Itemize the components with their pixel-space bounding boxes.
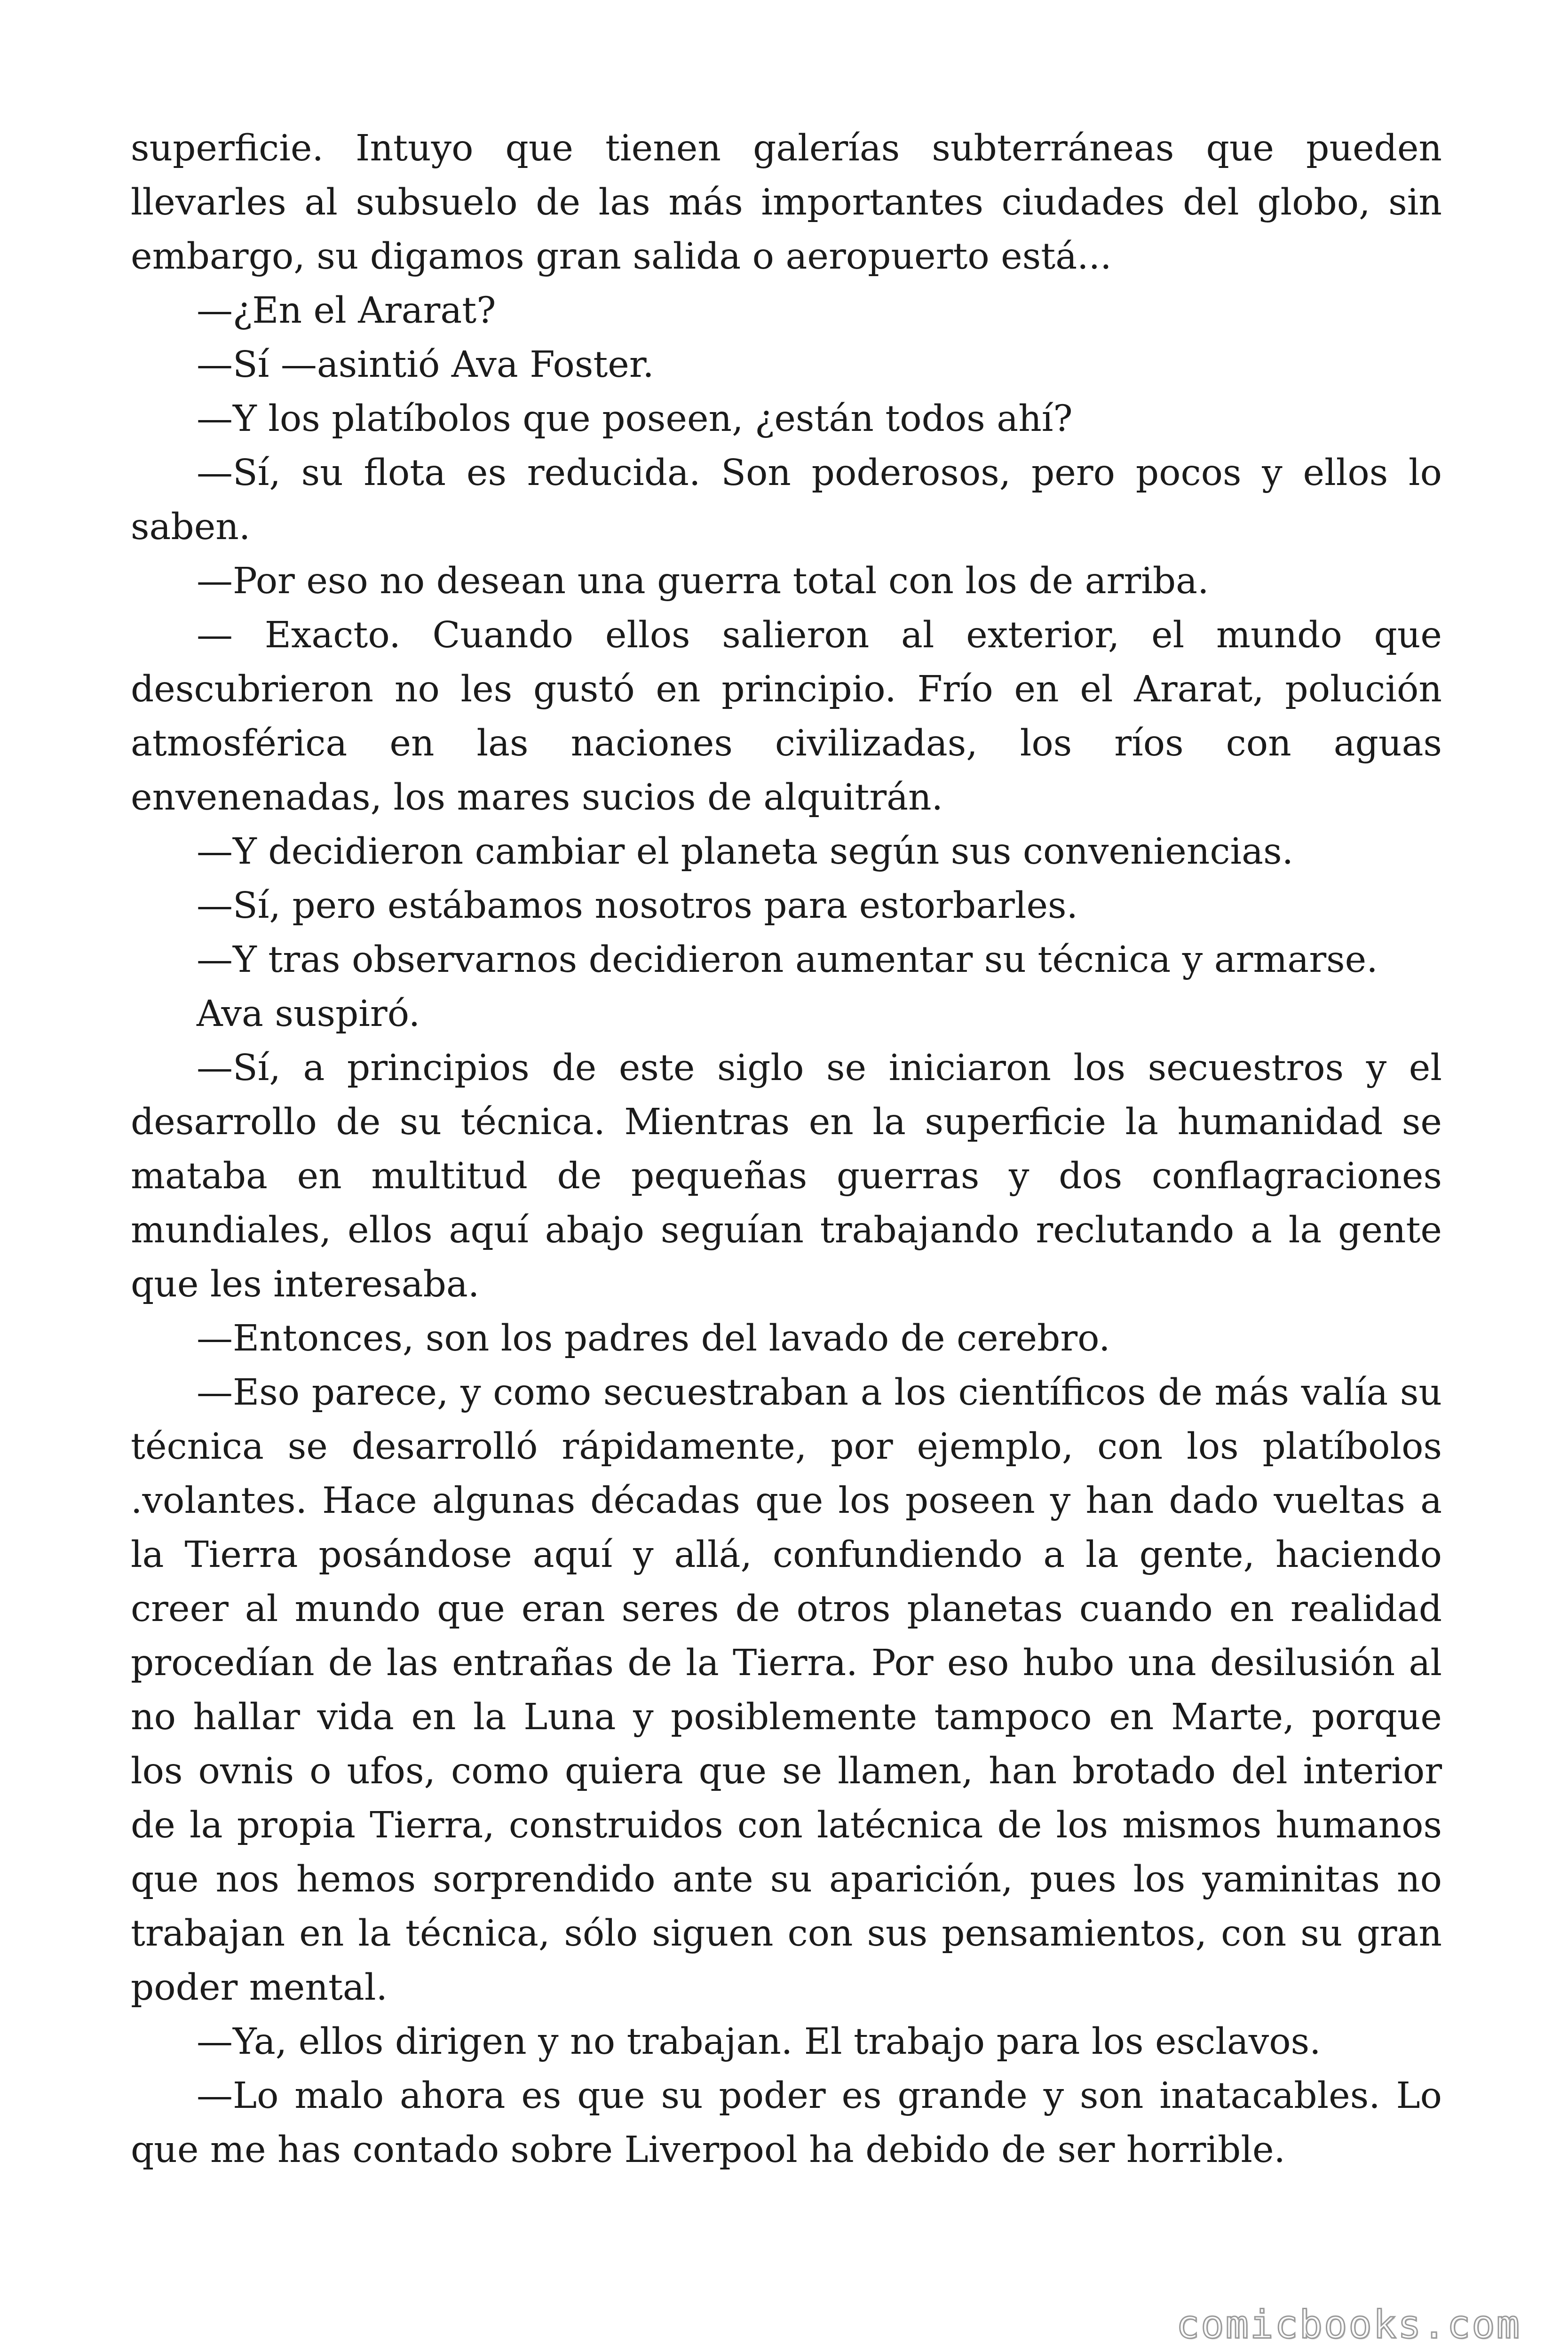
paragraph: — Exacto. Cuando ellos salieron al exterior, el mundo que descubrieron no les gustó en principio. Frío en el Ararat, polución atmosférica en las naciones civilizadas, los ríos con aguas envenenadas, los mares sucios de alquitrán. <box>131 614 1442 818</box>
paragraph: —Y los platíbolos que poseen, ¿están todos ahí? <box>197 398 1073 440</box>
paragraph: —Eso parece, y como secuestraban a los científicos de más valía su técnica se desarrolló rápidamente, por ejemplo, con los platíbolos .volantes. Hace algunas décadas que los poseen y han dado vueltas a la Tierra posándose aquí y allá, confundiendo a la gente, haciendo creer al mundo que eran seres de otros planetas cuando en realidad procedían de las entrañas de la Tierra. Por eso hubo una desilusión al no hallar vida en la Luna y posiblemente tampoco en Marte, porque los ovnis o ufos, como quiera que se llamen, han brotado del interior de la propia Tierra, construidos con latécnica de los mismos humanos que nos hemos sorprendido ante su aparición, pues los yaminitas no trabajan en la técnica, sólo siguen con sus pensamientos, con su gran poder mental. <box>131 1372 1442 2009</box>
paragraph: superficie. Intuyo que tienen galerías subterráneas que pueden llevarles al subsuelo de las más importantes ciudades del globo, sin embargo, su digamos gran salida o aeropuerto está... <box>131 127 1442 278</box>
paragraph: —Sí, a principios de este siglo se iniciaron los secuestros y el desarrollo de su técnica. Mientras en la superficie la humanidad se mataba en multitud de pequeñas guerras y dos conflagraciones mundiales, ellos aquí abajo seguían trabajando reclutando a la gente que les interesaba. <box>131 1047 1442 1305</box>
paragraph: —Sí, pero estábamos nosotros para estorbarles. <box>197 885 1078 927</box>
page-body-text <box>131 121 1442 2177</box>
watermark: comicbooks.com <box>1176 2303 1521 2347</box>
paragraph: —Y decidieron cambiar el planeta según sus conveniencias. <box>197 831 1294 873</box>
paragraph: —Sí, su flota es reducida. Son poderosos, pero pocos y ellos lo saben. <box>131 452 1442 548</box>
paragraph: —Por eso no desean una guerra total con los de arriba. <box>197 560 1209 602</box>
paragraph: —¿En el Ararat? <box>197 290 496 332</box>
paragraph: —Sí —asintió Ava Foster. <box>197 344 654 386</box>
paragraph: —Lo malo ahora es que su poder es grande y son inatacables. Lo que me has contado sobre Liverpool ha debido de ser horrible. <box>131 2075 1442 2171</box>
paragraph: —Ya, ellos dirigen y no trabajan. El trabajo para los esclavos. <box>197 2021 1321 2063</box>
paragraph: —Entonces, son los padres del lavado de cerebro. <box>197 1318 1110 1359</box>
paragraph: Ava suspiró. <box>197 993 420 1035</box>
paragraph: —Y tras observarnos decidieron aumentar su técnica y armarse. <box>197 939 1378 981</box>
